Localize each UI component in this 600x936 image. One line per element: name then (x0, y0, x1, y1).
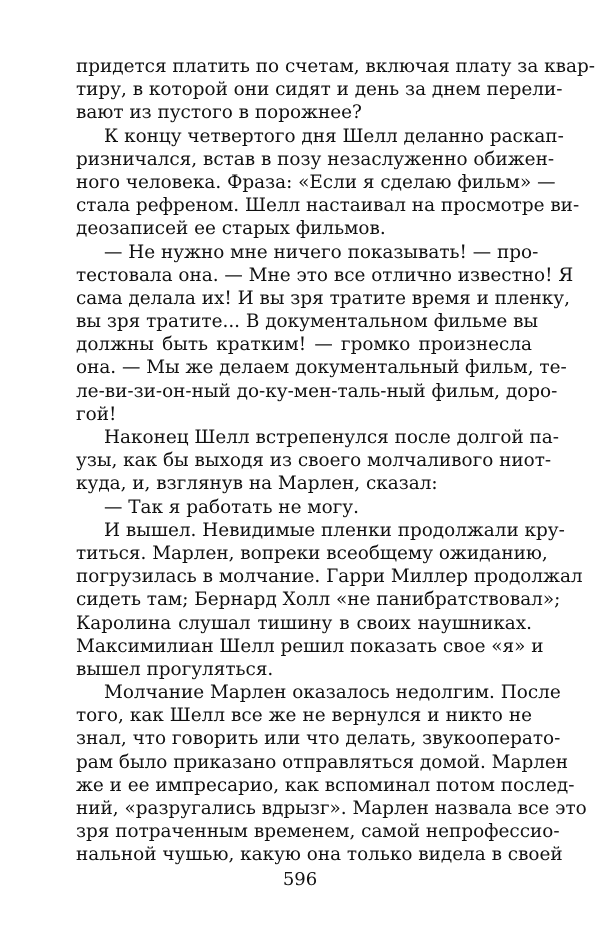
text-line: она. — Мы же делаем документальный фильм, те- (76, 357, 567, 379)
text-line: куда, и, взглянув на Марлен, сказал: (76, 473, 438, 495)
text-line: ле-ви-зи-он-ный до-ку-мен-таль-ный фильм, доро- (76, 380, 558, 402)
text-line: деозаписей ее старых фильмов. (76, 218, 386, 240)
text-line: зря потраченным временем, самой непрофессио- (76, 821, 560, 843)
text-line: ного человека. Фраза: «Если я сделаю фильм» — (76, 171, 556, 193)
page-number: 596 (282, 869, 318, 890)
text-line: тиру, в которой они сидят и день за днем перели- (76, 79, 563, 101)
text-line: должны быть кратким! — громко произнесла (76, 334, 532, 356)
text-line: К концу четвертого дня Шелл деланно раскап- (104, 125, 564, 147)
text-line: того, как Шелл все же не вернулся и никто не (76, 705, 532, 727)
text-line: Молчание Марлен оказалось недолгим. После (104, 682, 561, 704)
text-line: вы зря тратите... В документальном фильме вы (76, 311, 539, 333)
text-line: рам было приказано отправляться домой. Марлен (76, 751, 569, 773)
text-line: — Так я работать не могу. (104, 496, 359, 518)
text-line: гой! (76, 403, 117, 425)
text-line: погрузилась в молчание. Гарри Миллер продолжал (76, 566, 583, 588)
text-line: ризничался, встав в позу незаслуженно обижен- (76, 148, 555, 170)
text-line: узы, как бы выходя из своего молчаливого ниот- (76, 450, 552, 472)
text-line: тестовала она. — Мне это все отлично известно! Я (76, 264, 574, 286)
text-line: Каролина слушал тишину в своих наушниках. (76, 612, 532, 634)
text-line: вают из пустого в порожнее? (76, 102, 362, 124)
text-line: титься. Марлен, вопреки всеобщему ожиданию, (76, 542, 548, 564)
text-line: Наконец Шелл встрепенулся после долгой па- (104, 427, 559, 448)
text-line: вышел прогуляться. (76, 658, 274, 680)
text-line: сидеть там; Бернард Холл «не панибратствовал»; (76, 589, 561, 611)
text-line: ний, «разругались вдрызг». Марлен назвала все это (76, 798, 587, 819)
text-line: придется платить по счетам, включая плату за квар- (76, 56, 595, 77)
text-line: нальной чушью, какую она только видела в своей (76, 844, 563, 866)
text-line: сама делала их! И вы зря тратите время и пленку, (76, 287, 570, 309)
body-text (76, 55, 595, 867)
text-line: же и ее импресарио, как вспоминал потом послед- (76, 774, 575, 796)
text-line: стала рефреном. Шелл настаивал на просмотре ви- (76, 195, 580, 217)
text-line: — Не нужно мне ничего показывать! — про- (104, 241, 539, 263)
text-line: знал, что говорить или что делать, звукооперато- (76, 728, 561, 750)
text-line: Максимилиан Шелл решил показать свое «я» и (76, 635, 544, 657)
text-line: И вышел. Невидимые пленки продолжали кру- (104, 519, 565, 541)
